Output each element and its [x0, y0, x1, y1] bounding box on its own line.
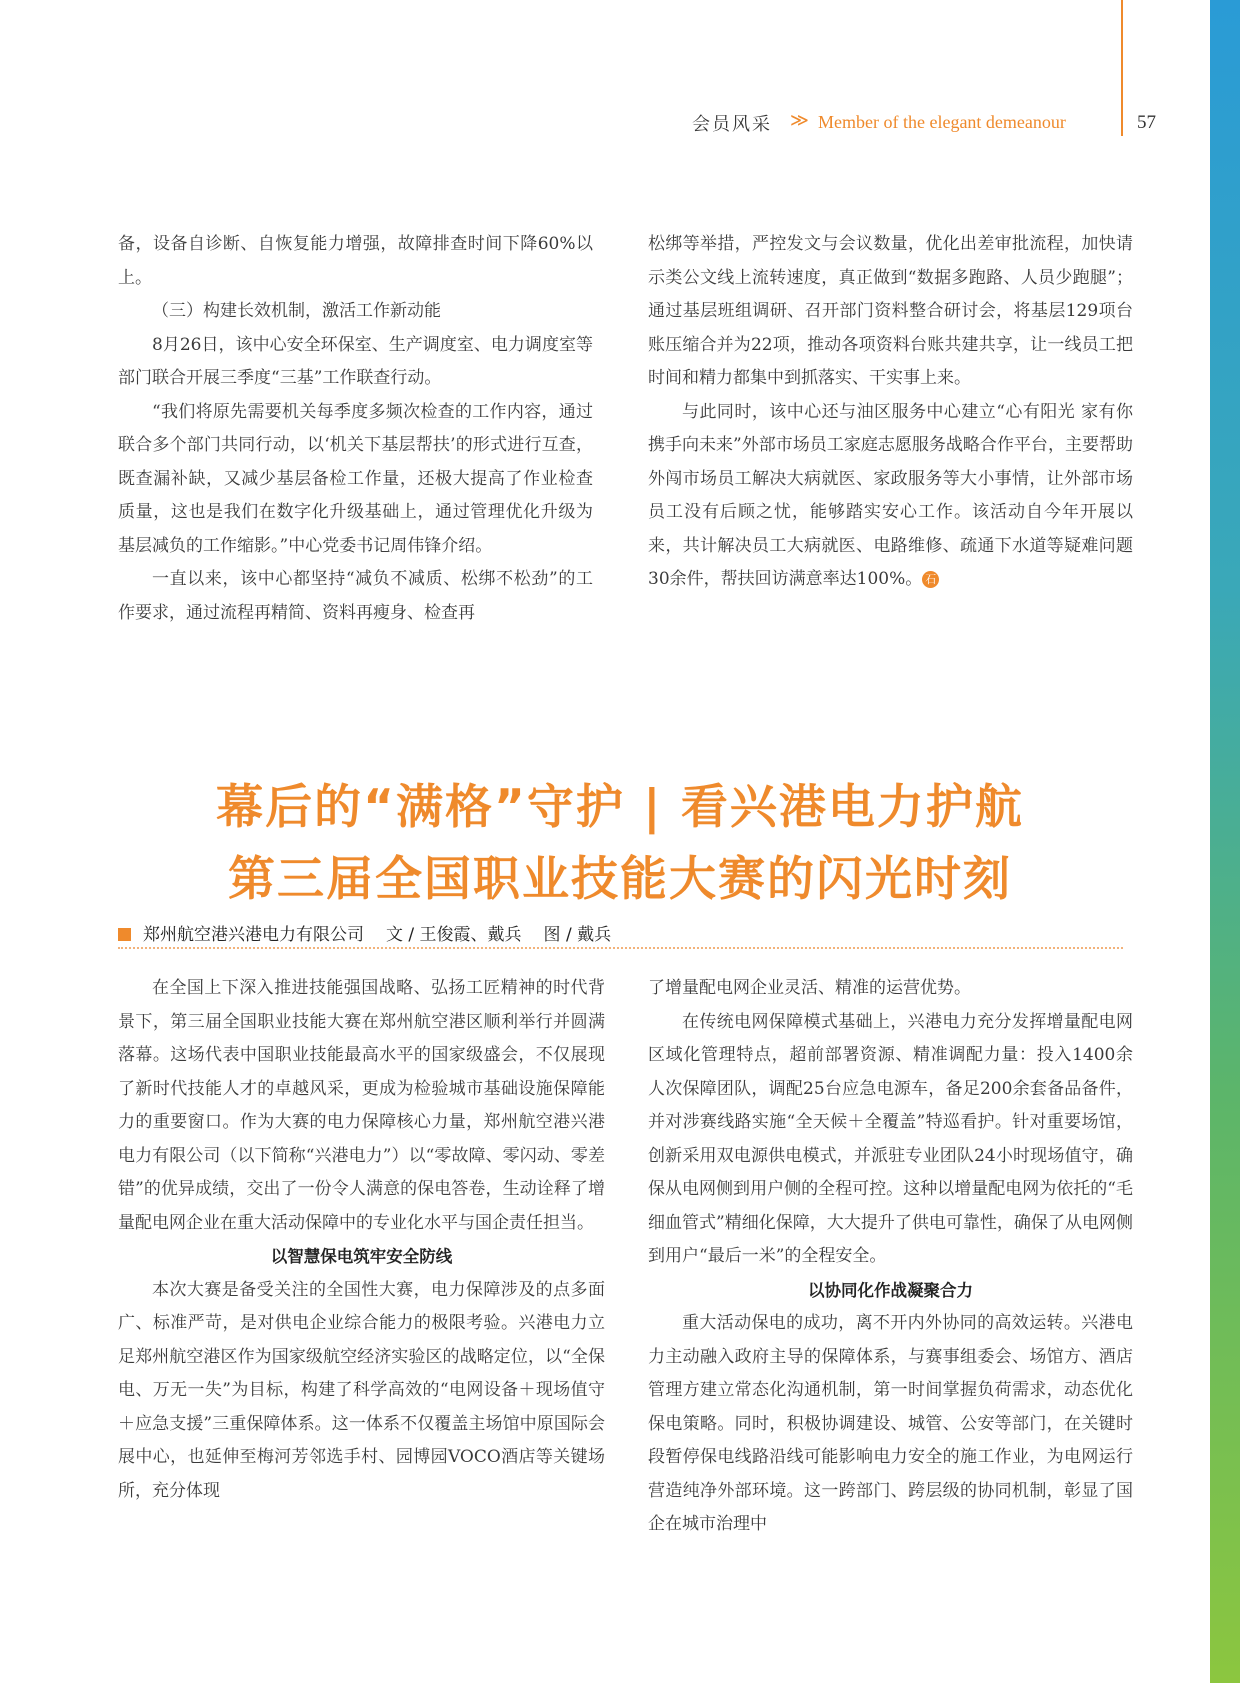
byline-photo: 图 / 戴兵 — [543, 925, 612, 945]
article-title-line-2: 第三届全国职业技能大赛的闪光时刻 — [228, 852, 1012, 907]
header-divider-line — [1121, 0, 1123, 136]
square-bullet-icon — [118, 928, 131, 941]
paragraph: 与此同时，该中心还与油区服务中心建立“心有阳光 家有你 携手向未来”外部市场员工家庭志愿服务战略合作平台，主要帮助外闯市场员工解决大病就医、家政服务等大小事情，让外部市场员工没有后顾之忧，能够踏实安心工作。该活动自今年开展以来，共计解决员工大病就医、电路维修、疏通下水道等疑难问题30余件，帮扶回访满意率达100%。 — [648, 401, 1133, 589]
paragraph: 重大活动保电的成功，离不开内外协同的高效运转。兴港电力主动融入政府主导的保障体系，与赛事组委会、场馆方、酒店管理方建立常态化沟通机制，第一时间掌握负荷需求，动态优化保电策略。同时，积极协调建设、城管、公安等部门，在关键时段暂停保电线路沿线可能影响电力安全的施工作业，为电网运行营造纯净外部环境。这一跨部门、跨层级的协同机制，彰显了国企在城市治理中 — [648, 1313, 1133, 1534]
paragraph: 本次大赛是备受关注的全国性大赛，电力保障涉及的点多面广、标准严苛，是对供电企业综合能力的极限考验。兴港电力立足郑州航空港区作为国家级航空经济实验区的战略定位，以“全保电、万无一失”为目标，构建了科学高效的“电网设备＋现场值守＋应急支援”三重保障体系。这一体系不仅覆盖主场馆中原国际会展中心，也延伸至梅河芳邻选手村、园博园VOCO酒店等关键场所，充分体现 — [118, 1279, 605, 1501]
subheading: 以协同化作战凝聚合力 — [808, 1280, 973, 1300]
paragraph: 8月26日，该中心安全环保室、生产调度室、电力调度室等部门联合开展三季度“三基”工作联查行动。 — [118, 334, 593, 388]
paragraph: 松绑等举措，严控发文与会议数量，优化出差审批流程，加快请示类公文线上流转速度，真正做到“数据多跑路、人员少跑腿”；通过基层班组调研、召开部门资料整合研讨会，将基层129项台账压缩合并为22项，推动各项资料台账共建共享，让一线员工把时间和精力都集中到抓落实、干实事上来。 — [648, 234, 1133, 388]
paragraph: 一直以来，该中心都坚持“减负不减质、松绑不松劲”的工作要求，通过流程再精简、资料再瘦身、检查再 — [118, 569, 593, 623]
byline-author: 文 / 王俊霞、戴兵 — [386, 925, 522, 945]
paragraph: 备，设备自诊断、自恢复能力增强，故障排查时间下降60%以上。 — [118, 234, 593, 288]
subheading: 以智慧保电筑牢安全防线 — [270, 1247, 453, 1266]
top-right-column — [648, 228, 1133, 597]
dotted-divider — [118, 947, 1123, 949]
end-mark-icon: 石 — [922, 571, 939, 588]
bottom-left-column — [118, 972, 605, 1508]
paragraph: 在全国上下深入推进技能强国战略、弘扬工匠精神的时代背景下，第三届全国职业技能大赛在郑州航空港区顺利举行并圆满落幕。这场代表中国职业技能最高水平的国家级盛会，不仅展现了新时代技能人才的卓越风采，更成为检验城市基础设施保障能力的重要窗口。作为大赛的电力保障核心力量，郑州航空港兴港电力有限公司（以下简称“兴港电力”）以“零故障、零闪动、零差错”的优异成绩，交出了一份令人满意的保电答卷，生动诠释了增量配电网企业在重大活动保障中的专业化水平与国企责任担当。 — [118, 978, 605, 1233]
paragraph: “我们将原先需要机关每季度多频次检查的工作内容，通过联合多个部门共同行动，以‘机关下基层帮扶’的形式进行互查，既查漏补缺，又减少基层备检工作量，还极大提高了作业检查质量，这也是我们在数字化升级基础上，通过管理优化升级为基层减负的工作缩影。”中心党委书记周伟锋介绍。 — [118, 401, 593, 556]
byline-org: 郑州航空港兴港电力有限公司 — [143, 925, 364, 945]
paragraph: 了增量配电网企业灵活、精准的运营优势。 — [648, 978, 971, 998]
section-title-en: Member of the elegant demeanour — [818, 112, 1066, 132]
section-heading: （三）构建长效机制，激活工作新动能 — [152, 301, 441, 321]
paragraph: 在传统电网保障模式基础上，兴港电力充分发挥增量配电网区域化管理特点，超前部署资源、精准调配力量：投入1400余人次保障团队，调配25台应急电源车，备足200余套备品备件，并对涉赛线路实施“全天候＋全覆盖”特巡看护。针对重要场馆，创新采用双电源供电模式，并派驻专业团队24小时现场值守，确保从电网侧到用户侧的全程可控。这种以增量配电网为依托的“毛细血管式”精细化保障，大大提升了供电可靠性，确保了从电网侧到用户“最后一米”的全程安全。 — [648, 1011, 1133, 1266]
paragraph-with-end-mark — [648, 396, 1133, 597]
top-left-column — [118, 228, 593, 630]
page-number: 57 — [1137, 112, 1156, 133]
bottom-right-column — [648, 972, 1133, 1542]
chevron-right-icon: ≫ — [790, 110, 809, 131]
article-title-line-1: 幕后的“满格”守护 | 看兴港电力护航 — [216, 780, 1024, 835]
section-title-zh: 会员风采 — [692, 114, 772, 135]
byline — [118, 920, 611, 945]
